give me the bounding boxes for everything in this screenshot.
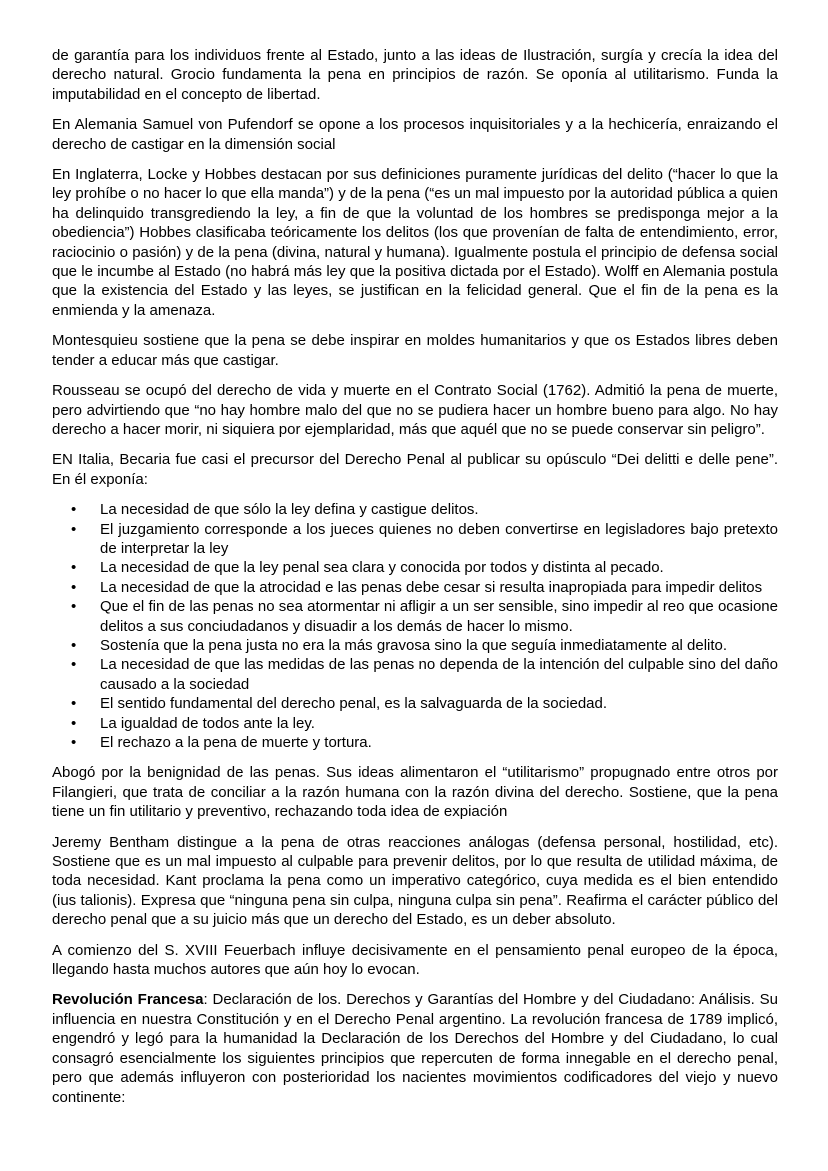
paragraph-revolucion-francesa: Revolución Francesa: Declaración de los. Derechos y Garantías del Hombre y del Ciudadano: Análisis. Su influencia en nuestra Constitución y en el Derecho Penal argentino. La revolución francesa de 1789 implicó, engendró y legó para la humanidad la Declaración de los Derechos del Hombre y del Ciudadano, lo cual consagró esencialmente los siguientes principios que repercuten de forma innegable en el derecho penal, pero que además influyeron con posterioridad los nacientes movimientos codificadores del viejo y nuevo continente: xyxy=(52,991,778,1106)
bullet-icon: • xyxy=(71,695,77,713)
becaria-principles-list xyxy=(52,500,778,752)
list-item: • La necesidad de que sólo la ley defina y castigue delitos. xyxy=(71,501,479,519)
bullet-icon: • xyxy=(71,578,77,596)
list-item: • La necesidad de que la atrocidad e las penas debe cesar si resulta inapropiada para impedir delitos xyxy=(71,578,763,596)
paragraph-utilitarismo: Abogó por la benignidad de las penas. Sus ideas alimentaron el “utilitarismo” propugnado entre otros por Filangieri, que trata de conciliar a la razón humana con la razón divina del derecho. Sostiene, que la pena tiene un fin utilitario y preventivo, rechazando toda idea de expiación xyxy=(52,764,778,821)
paragraph-pufendorf: En Alemania Samuel von Pufendorf se opone a los procesos inquisitoriales y a la hechicería, enraizando el derecho de castigar en la dimensión social xyxy=(52,116,778,153)
list-item: • La necesidad de que la ley penal sea clara y conocida por todos y distinta al pecado. xyxy=(71,559,664,577)
list-item: • Que el fin de las penas no sea atormentar ni afligir a un ser sensible, sino impedir al reo que ocasione delitos a sus conciudadanos y disuadir a los demás de hacer lo mismo. xyxy=(71,598,778,635)
bullet-icon: • xyxy=(71,501,77,519)
bullet-icon: • xyxy=(71,714,77,732)
list-item: • El sentido fundamental del derecho penal, es la salvaguarda de la sociedad. xyxy=(71,695,608,713)
list-item: • El rechazo a la pena de muerte y tortura. xyxy=(71,734,372,751)
bullet-icon: • xyxy=(71,598,77,616)
list-item: • La necesidad de que las medidas de las penas no dependa de la intención del culpable sino del daño causado a la sociedad xyxy=(71,656,778,693)
bullet-icon: • xyxy=(71,636,77,654)
paragraph-becaria-intro: EN Italia, Becaria fue casi el precursor del Derecho Penal al publicar su opúsculo “Dei delitti e delle pene”. En él exponía: xyxy=(52,451,778,488)
paragraph-rousseau: Rousseau se ocupó del derecho de vida y muerte en el Contrato Social (1762). Admitió la pena de muerte, pero advirtiendo que “no hay hombre malo del que no se pudiera hacer un hombre bueno para algo. No hay derecho a hacer morir, ni siquiera por ejemplaridad, más que aquél que no se puede conservar sin peligro”. xyxy=(52,382,778,438)
document-page xyxy=(52,46,778,1118)
list-item: • La igualdad de todos ante la ley. xyxy=(71,714,315,732)
bullet-icon: • xyxy=(71,656,77,674)
list-item: • Sostenía que la pena justa no era la más gravosa sino la que seguía inmediatamente al delito. xyxy=(71,636,728,654)
paragraph-locke-hobbes: En Inglaterra, Locke y Hobbes destacan por sus definiciones puramente jurídicas del delito (“hacer lo que la ley prohíbe o no hacer lo que ella manda”) y de la pena (“es un mal impuesto por la autoridad pública a quien ha delinquido transgrediendo la ley, a fin de que la voluntad de los hombres se predisponga mejor a la obediencia”) Hobbes clasificaba teóricamente los delitos (los que provenían de falta de entendimiento, error, raciocinio o pasión) y de la pena (divina, natural y humana). Igualmente postula el principio de defensa social que le incumbe al Estado (no habrá más ley que la positiva dictada por el Estado). Wolff en Alemania postula que la existencia del Estado y las leyes, se justifican en la felicidad general. Que el fin de la pena es la enmienda y la amenaza. xyxy=(52,166,778,319)
paragraph-bentham-kant: Jeremy Bentham distingue a la pena de otras reacciones análogas (defensa personal, hostilidad, etc). Sostiene que es un mal impuesto al culpable para prevenir delitos, por lo que resulta de utilidad máxima, de toda necesidad. Kant proclama la pena como un imperativo categórico, cuya medida es el bien entendido (ius talionis). Expresa que “ninguna pena sin culpa, ninguna culpa sin pena”. Reafirma el carácter público del derecho penal que a su juicio más que un derecho del Estado, es un deber absoluto. xyxy=(52,833,778,929)
paragraph-feuerbach: A comienzo del S. XVIII Feuerbach influye decisivamente en el pensamiento penal europeo de la época, llegando hasta muchos autores que aún hoy lo evocan. xyxy=(52,941,778,979)
bullet-icon: • xyxy=(71,520,77,538)
section-heading-bold: Revolución Francesa xyxy=(52,991,204,1009)
paragraph-montesquieu: Montesquieu sostiene que la pena se debe inspirar en moldes humanitarios y que os Estados libres deben tender a educar más que castigar. xyxy=(52,332,778,369)
bullet-icon: • xyxy=(71,559,77,577)
paragraph-grocio: de garantía para los individuos frente al Estado, junto a las ideas de Ilustración, surgía y crecía la idea del derecho natural. Grocio fundamenta la pena en principios de razón. Se oponía al utilitarismo. Funda la imputabilidad en el concepto de libertad. xyxy=(52,47,778,103)
bullet-icon: • xyxy=(71,734,77,751)
list-item: • El juzgamiento corresponde a los jueces quienes no deben convertirse en legisladores bajo pretexto de interpretar la ley xyxy=(71,520,778,557)
